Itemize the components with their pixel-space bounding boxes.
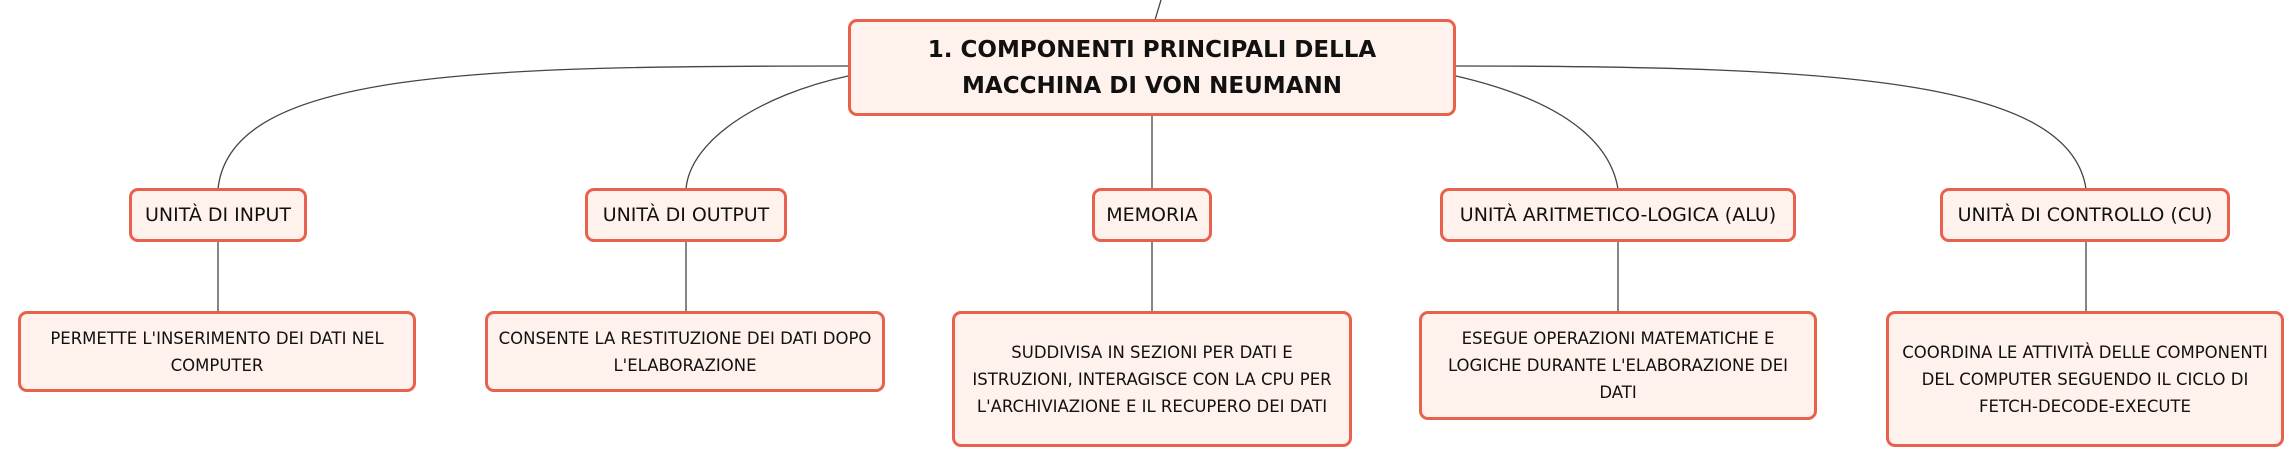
topic-label: UNITÀ DI OUTPUT bbox=[602, 204, 770, 226]
description-memoria[interactable] bbox=[952, 311, 1352, 447]
root-topic-label: 1. COMPONENTI PRINCIPALI DELLA MACCHINA DI VON NEUMANN bbox=[927, 36, 1377, 99]
description-text: COORDINA LE ATTIVITÀ DELLE COMPONENTI DEL COMPUTER SEGUENDO IL CICLO DI FETCH-DECODE-EXECUTE bbox=[1902, 342, 2268, 416]
description-cu[interactable] bbox=[1886, 311, 2284, 447]
root-topic-node[interactable] bbox=[848, 19, 1456, 116]
topic-label: UNITÀ DI INPUT bbox=[145, 204, 291, 226]
topic-label: MEMORIA bbox=[1106, 204, 1198, 226]
description-output[interactable] bbox=[485, 311, 885, 392]
topic-label: UNITÀ DI CONTROLLO (CU) bbox=[1957, 204, 2213, 226]
connector-root-cu bbox=[1456, 66, 2086, 189]
parent-connector bbox=[1155, 0, 1161, 20]
description-text: PERMETTE L'INSERIMENTO DEI DATI NEL COMPUTER bbox=[50, 328, 384, 375]
description-text: CONSENTE LA RESTITUZIONE DEI DATI DOPO L'ELABORAZIONE bbox=[498, 328, 872, 375]
description-alu[interactable] bbox=[1419, 311, 1817, 420]
description-text: ESEGUE OPERAZIONI MATEMATICHE E LOGICHE DURANTE L'ELABORAZIONE DEI DATI bbox=[1447, 329, 1789, 402]
topic-cu[interactable] bbox=[1940, 188, 2230, 242]
connector-root-output bbox=[686, 76, 848, 189]
topic-unita-di-input[interactable] bbox=[129, 188, 307, 242]
connector-root-alu bbox=[1456, 76, 1618, 189]
topic-label: UNITÀ ARITMETICO-LOGICA (ALU) bbox=[1459, 204, 1777, 226]
topic-memoria[interactable] bbox=[1092, 188, 1212, 242]
description-text: SUDDIVISA IN SEZIONI PER DATI E ISTRUZIONI, INTERAGISCE CON LA CPU PER L'ARCHIVIAZIONE E IL RECUPERO DEI DATI bbox=[972, 342, 1332, 416]
topic-unita-di-output[interactable] bbox=[585, 188, 787, 242]
connector-root-input bbox=[218, 66, 848, 189]
topic-alu[interactable] bbox=[1440, 188, 1796, 242]
description-input[interactable] bbox=[18, 311, 416, 392]
